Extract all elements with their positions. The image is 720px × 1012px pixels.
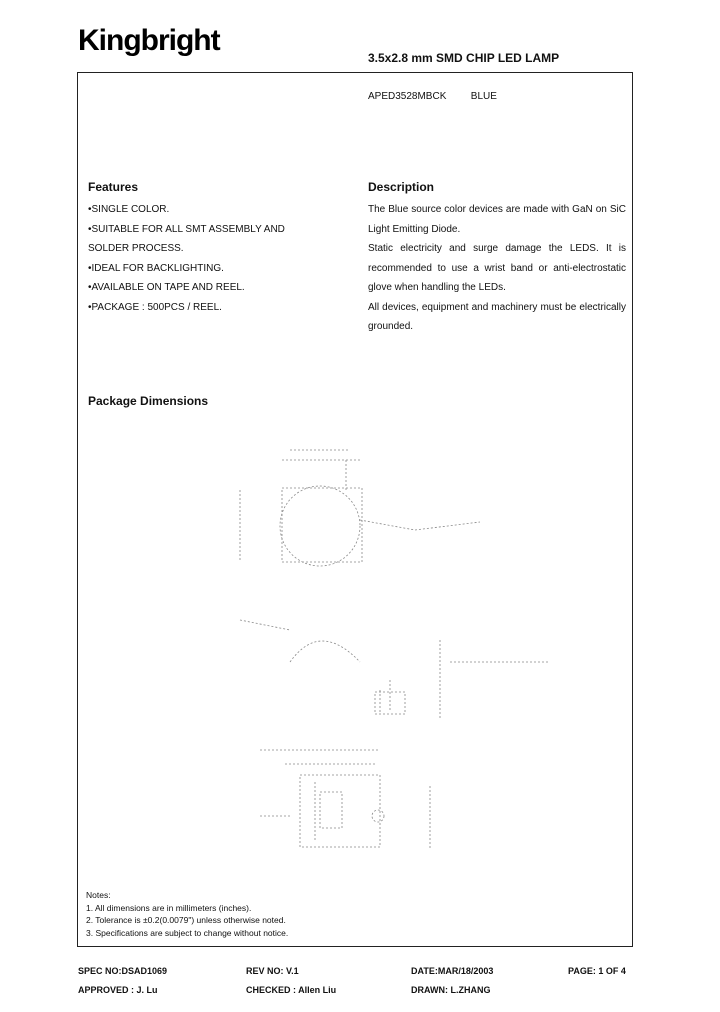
list-item: •PACKAGE : 500PCS / REEL. [88,301,222,313]
notes [86,889,288,939]
description-heading: Description [368,180,435,194]
description-paragraph: The Blue source color devices are made with GaN on SiC Light Emitting Diode. [368,204,626,235]
top-view-lens [280,486,360,566]
package-dimension-drawing [200,430,580,870]
revision-number: REV NO: V.1 [246,966,299,976]
approved-by: APPROVED : J. Lu [78,985,158,995]
date: DATE:MAR/18/2003 [411,966,494,976]
description-text [368,200,626,337]
bottom-view-body [300,775,380,847]
list-item: •SUITABLE FOR ALL SMT ASSEMBLY AND [88,223,285,235]
note-item: 3. Specifications are subject to change without notice. [86,927,289,938]
description-paragraph: Static electricity and surge damage the LEDS. It is recommended to use a wrist band or anti-electrostatic glove when handling the LEDs. [368,243,626,293]
list-item: •IDEAL FOR BACKLIGHTING. [88,262,224,274]
spec-number: SPEC NO:DSAD1069 [78,966,168,976]
note-item: 2. Tolerance is ±0.2(0.0079") unless otherwise noted. [86,915,286,925]
side-view-lens [290,641,360,662]
notes-heading: Notes: [86,890,111,900]
package-dimensions-heading: Package Dimensions [88,394,209,408]
features-heading: Features [88,180,139,194]
kingbright-logo: Kingbright [78,24,220,57]
drawn-by: DRAWN: L.ZHANG [411,985,491,995]
features-list [88,200,318,317]
document-title: 3.5x2.8 mm SMD CHIP LED LAMP [368,51,560,65]
list-item: •SINGLE COLOR. [88,204,170,215]
part-info [368,91,497,102]
page-number: PAGE: 1 OF 4 [568,966,626,976]
part-number: APED3528MBCK [368,91,447,102]
note-item: 1. All dimensions are in millimeters (inches). [86,902,252,913]
list-item: •AVAILABLE ON TAPE AND REEL. [88,282,245,293]
checked-by: CHECKED : Allen Liu [246,985,337,995]
part-color: BLUE [470,91,497,102]
list-item: SOLDER PROCESS. [88,243,184,254]
description-paragraph: All devices, equipment and machinery must be electrically grounded. [368,301,626,332]
